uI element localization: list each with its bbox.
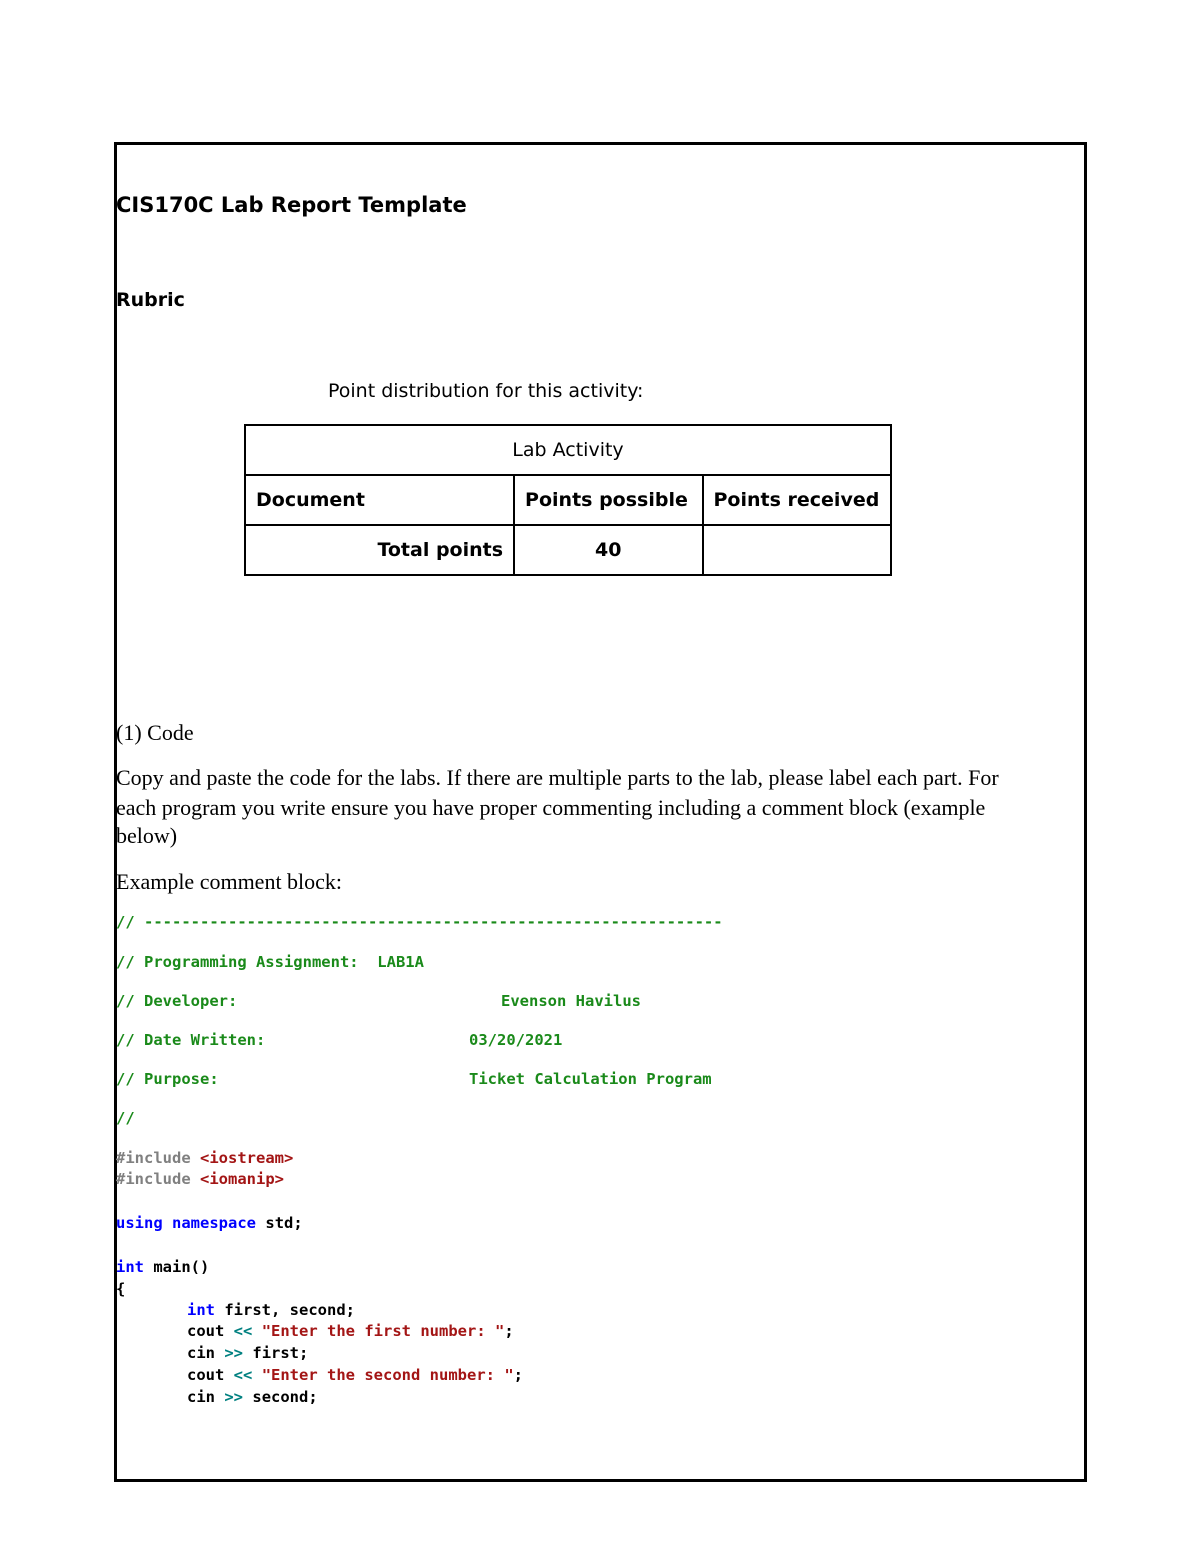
preprocessor-directive: #include xyxy=(116,1170,191,1188)
code-text: ; xyxy=(504,1322,514,1340)
code-text: std; xyxy=(265,1214,303,1232)
preprocessor-directive: #include xyxy=(116,1149,191,1167)
comment-purpose-value: Ticket Calculation Program xyxy=(469,1070,712,1088)
code-line-cout-second xyxy=(187,1366,523,1384)
operator: << xyxy=(233,1322,253,1340)
column-header-points-possible: Points possible xyxy=(514,475,702,525)
code-line-include-iomanip xyxy=(116,1170,284,1188)
code-text: first; xyxy=(252,1344,309,1362)
example-label: Example comment block: xyxy=(116,869,343,894)
code-line-cin-first xyxy=(187,1344,308,1362)
code-text: main() xyxy=(153,1258,210,1276)
document-title: CIS170C Lab Report Template xyxy=(116,193,467,217)
code-text: cin xyxy=(187,1388,215,1406)
include-header: <iostream> xyxy=(200,1149,294,1167)
keyword: int xyxy=(116,1258,144,1276)
code-text: first, second; xyxy=(224,1301,355,1319)
code-line-main xyxy=(116,1258,209,1276)
code-line-declaration xyxy=(187,1301,355,1319)
comment-date-label: // Date Written: xyxy=(116,1031,266,1049)
comment-date-value: 03/20/2021 xyxy=(469,1031,563,1049)
total-points-label: Total points xyxy=(245,525,514,575)
comment-developer-value: Evenson Havilus xyxy=(501,992,641,1010)
comment-end: // xyxy=(116,1109,135,1127)
column-header-points-received: Points received xyxy=(703,475,892,525)
string-literal: "Enter the second number: " xyxy=(261,1366,514,1384)
code-line-open-brace: { xyxy=(116,1280,126,1298)
keyword: using xyxy=(116,1214,163,1232)
rubric-heading: Rubric xyxy=(116,289,185,311)
instructions-line-1: Copy and paste the code for the labs. If there are multiple parts to the lab, please label each part. For xyxy=(116,765,999,790)
include-header: <iomanip> xyxy=(200,1170,284,1188)
rubric-table xyxy=(244,424,892,576)
code-text: cin xyxy=(187,1344,215,1362)
code-text: ; xyxy=(513,1366,523,1384)
comment-rule: // -------------------------------------------------------------- xyxy=(116,913,723,931)
code-text: cout xyxy=(187,1366,225,1384)
operator: >> xyxy=(224,1388,244,1406)
comment-developer-label: // Developer: xyxy=(116,992,238,1010)
code-line-using xyxy=(116,1214,303,1232)
code-section-heading: (1) Code xyxy=(116,720,194,745)
operator: >> xyxy=(224,1344,244,1362)
operator: << xyxy=(233,1366,253,1384)
instructions-line-3: below) xyxy=(116,823,178,848)
total-points-possible: 40 xyxy=(514,525,702,575)
table-header-lab-activity: Lab Activity xyxy=(245,425,891,475)
table-row xyxy=(245,425,891,475)
table-row xyxy=(245,525,891,575)
keyword: int xyxy=(187,1301,215,1319)
comment-assignment: // Programming Assignment: LAB1A xyxy=(116,953,424,971)
code-line-include-iostream xyxy=(116,1149,293,1167)
total-points-received xyxy=(703,525,892,575)
code-line-cout-first xyxy=(187,1322,514,1340)
point-distribution-caption: Point distribution for this activity: xyxy=(328,380,644,402)
code-text: second; xyxy=(252,1388,318,1406)
column-header-document: Document xyxy=(245,475,514,525)
code-text: cout xyxy=(187,1322,225,1340)
comment-purpose-label: // Purpose: xyxy=(116,1070,219,1088)
table-row xyxy=(245,475,891,525)
keyword: namespace xyxy=(172,1214,257,1232)
code-line-cin-second xyxy=(187,1388,318,1406)
string-literal: "Enter the first number: " xyxy=(261,1322,505,1340)
instructions-line-2: each program you write ensure you have proper commenting including a comment block (example xyxy=(116,795,986,820)
